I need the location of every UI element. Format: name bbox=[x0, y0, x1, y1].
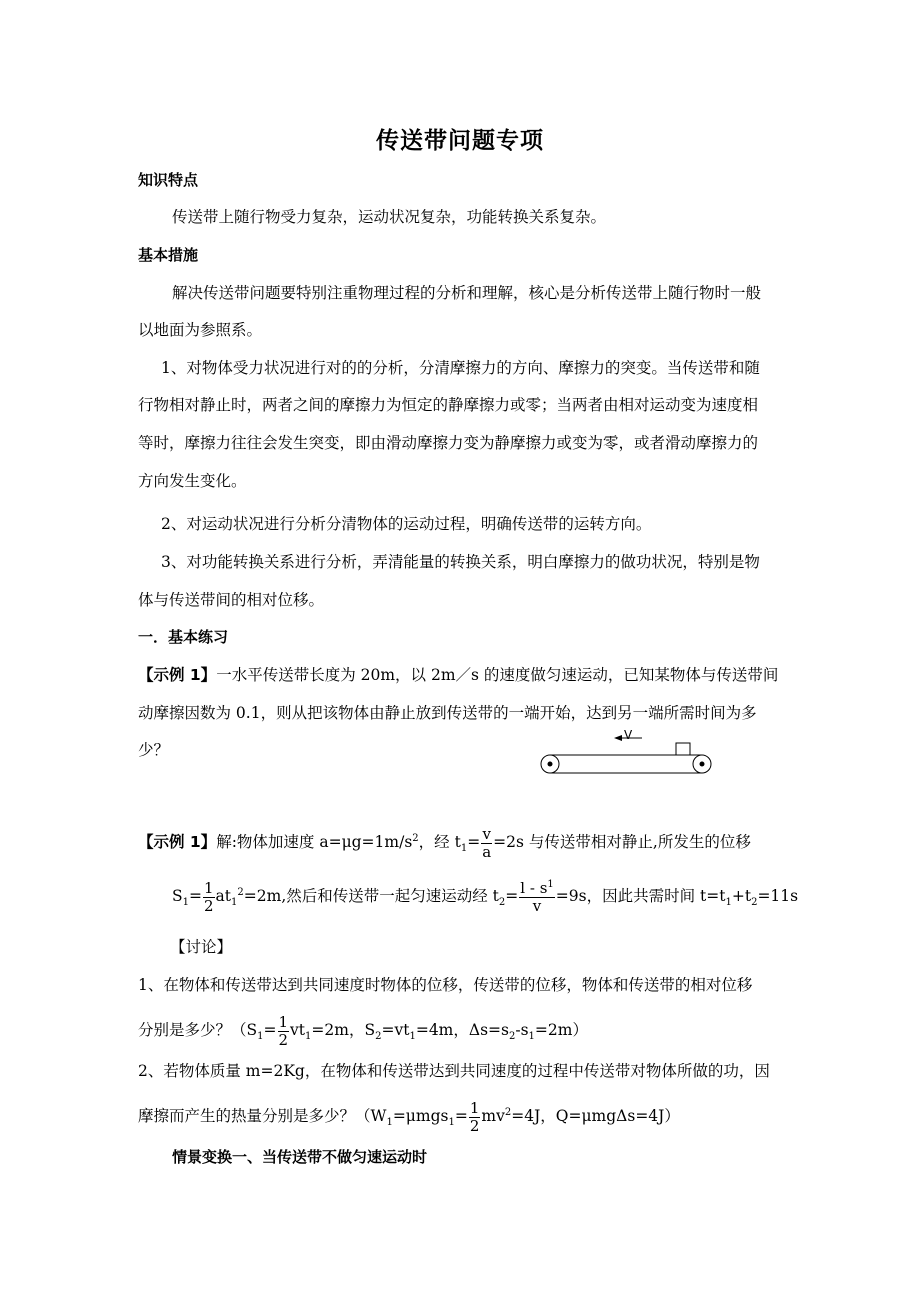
solution-text: S bbox=[172, 887, 183, 905]
section-heading-methods: 基本措施 bbox=[138, 246, 199, 264]
methods-item3-line2: 体与传送带间的相对位移。 bbox=[138, 591, 325, 609]
example1-line1 bbox=[138, 665, 778, 685]
solution-text: +t bbox=[731, 887, 752, 905]
subscript: 1 bbox=[448, 1117, 455, 1129]
right-pulley-icon bbox=[693, 755, 711, 773]
superscript: 2 bbox=[237, 886, 244, 898]
solution-line1 bbox=[138, 824, 751, 861]
superscript: 1 bbox=[547, 878, 554, 890]
discussion-text: =μmgs bbox=[392, 1107, 449, 1125]
example1-tag: 【示例 1】 bbox=[138, 666, 217, 684]
fraction-numerator: 1 bbox=[278, 1012, 289, 1031]
discussion-q1-line1: 1、在物体和传送带达到共同速度时物体的位移，传送带的位移，物体和传送带的相对位移 bbox=[138, 976, 753, 994]
example1-text-line1: 一水平传送带长度为 20m，以 2m／s 的速度做匀速运动，已知某物体与传送带间 bbox=[216, 666, 779, 684]
solution-text: =2m,然后和传送带一起匀速运动经 t bbox=[243, 887, 499, 905]
discussion-text: vt bbox=[290, 1021, 306, 1039]
discussion-text: = bbox=[454, 1107, 468, 1125]
left-pulley-icon bbox=[541, 755, 559, 773]
discussion-text: =2m，S bbox=[311, 1021, 376, 1039]
solution-text: = bbox=[467, 833, 481, 851]
fraction-l-minus-s-over-v bbox=[519, 880, 554, 915]
methods-intro-line2: 以地面为参照系。 bbox=[138, 321, 263, 339]
example1-line3: 少？ bbox=[138, 741, 170, 759]
discussion-q2-line1: 2、若物体质量 m=2Kg，在物体和传送带达到共同速度的过程中传送带对物体所做的功，因 bbox=[138, 1062, 770, 1080]
subscript: 2 bbox=[375, 1031, 382, 1043]
fraction-denominator: v bbox=[532, 896, 542, 915]
discussion-q1-line2 bbox=[138, 1012, 588, 1049]
superscript: 2 bbox=[412, 832, 419, 844]
velocity-label: V bbox=[624, 728, 633, 742]
solution-line2 bbox=[172, 878, 798, 915]
subscript: 2 bbox=[751, 897, 758, 909]
fraction-numerator: 1 bbox=[204, 878, 214, 897]
discussion-text: =4m，Δs=s bbox=[415, 1021, 509, 1039]
methods-item1-line1: 1、对物体受力状况进行对的的分析，分清摩擦力的方向、摩擦力的突变。当传送带和随 bbox=[161, 359, 760, 377]
solution-text: ，经 t bbox=[418, 833, 461, 851]
methods-item1-line2: 行物相对静止时，两者之间的摩擦力为恒定的静摩擦力或零；当两者由相对运动变为速度相 bbox=[138, 396, 759, 414]
knowledge-text: 传送带上随行物受力复杂，运动状况复杂，功能转换关系复杂。 bbox=[172, 208, 607, 226]
subscript: 1 bbox=[182, 897, 189, 909]
page-title: 传送带问题专项 bbox=[376, 128, 544, 154]
discussion-text: 分别是多少？（S bbox=[138, 1021, 258, 1039]
section-heading-practice: 一．基本练习 bbox=[138, 628, 229, 646]
subscript: 1 bbox=[725, 897, 732, 909]
discussion-q2-line2 bbox=[138, 1098, 680, 1135]
block-object bbox=[676, 743, 690, 755]
fraction-v-over-a bbox=[481, 826, 492, 861]
scenario-heading: 情景变换一、当传送带不做匀速运动时 bbox=[172, 1148, 428, 1166]
discussion-text: =2m） bbox=[534, 1021, 588, 1039]
fraction-numerator bbox=[519, 880, 554, 898]
numerator-text: l - s bbox=[520, 878, 548, 897]
fraction-denominator: 2 bbox=[204, 896, 214, 915]
example1-line2: 动摩擦因数为 0.1，则从把该物体由静止放到传送带的一端开始，达到另一端所需时间为多 bbox=[138, 704, 757, 722]
solution-text: =9s，因此共需时间 t=t bbox=[555, 887, 726, 905]
methods-item2: 2、对运动状况进行分析分清物体的运动过程，明确传送带的运转方向。 bbox=[161, 515, 652, 533]
subscript: 1 bbox=[257, 1031, 264, 1043]
solution-text: =11s bbox=[757, 887, 799, 905]
discussion-text: -s bbox=[515, 1021, 529, 1039]
solution-text: = bbox=[189, 887, 202, 905]
solution-text: at bbox=[215, 887, 232, 905]
conveyor-belt-diagram bbox=[538, 724, 718, 782]
fraction-denominator: 2 bbox=[469, 1116, 480, 1135]
discussion-text: = bbox=[263, 1021, 277, 1039]
fraction-one-half bbox=[203, 880, 215, 915]
section-heading-knowledge: 知识特点 bbox=[138, 171, 199, 189]
solution-tag: 【示例 1】 bbox=[138, 833, 217, 851]
discussion-text: mv bbox=[481, 1107, 505, 1125]
solution-text: 解:物体加速度 a=μg=1m/s bbox=[216, 833, 413, 851]
subscript: 2 bbox=[508, 1031, 516, 1043]
discussion-text: =vt bbox=[381, 1021, 410, 1039]
discussion-text: =4J，Q=μmgΔs=4J） bbox=[511, 1107, 680, 1125]
subscript: 2 bbox=[498, 897, 506, 909]
methods-item1-line3: 等时，摩擦力往往会发生突变，即由滑动摩擦力变为静摩擦力或变为零，或者滑动摩擦力的 bbox=[138, 434, 759, 452]
subscript: 1 bbox=[386, 1117, 393, 1129]
discussion-heading: 【讨论】 bbox=[170, 938, 233, 956]
fraction-numerator: 1 bbox=[469, 1098, 480, 1117]
fraction-numerator: v bbox=[482, 824, 491, 843]
subscript: 1 bbox=[528, 1031, 535, 1043]
solution-text: = bbox=[505, 887, 519, 905]
methods-item3-line1: 3、对功能转换关系进行分析，弄清能量的转换关系，明白摩擦力的做功状况，特别是物 bbox=[161, 553, 760, 571]
subscript: 1 bbox=[231, 897, 238, 909]
subscript: 1 bbox=[409, 1031, 416, 1043]
fraction-one-half bbox=[278, 1014, 290, 1049]
solution-text: =2s 与传送带相对静止,所发生的位移 bbox=[493, 833, 751, 851]
subscript: 1 bbox=[305, 1031, 312, 1043]
superscript: 2 bbox=[504, 1106, 512, 1118]
subscript: 1 bbox=[460, 843, 468, 855]
methods-intro-line1: 解决传送带问题要特别注重物理过程的分析和理解，核心是分析传送带上随行物时一般 bbox=[172, 284, 762, 302]
discussion-text: 摩擦而产生的热量分别是多少？（W bbox=[138, 1107, 387, 1125]
fraction-denominator: 2 bbox=[278, 1030, 289, 1049]
methods-item1-line4: 方向发生变化。 bbox=[138, 472, 247, 490]
fraction-denominator: a bbox=[482, 842, 492, 861]
fraction-one-half bbox=[469, 1100, 481, 1135]
